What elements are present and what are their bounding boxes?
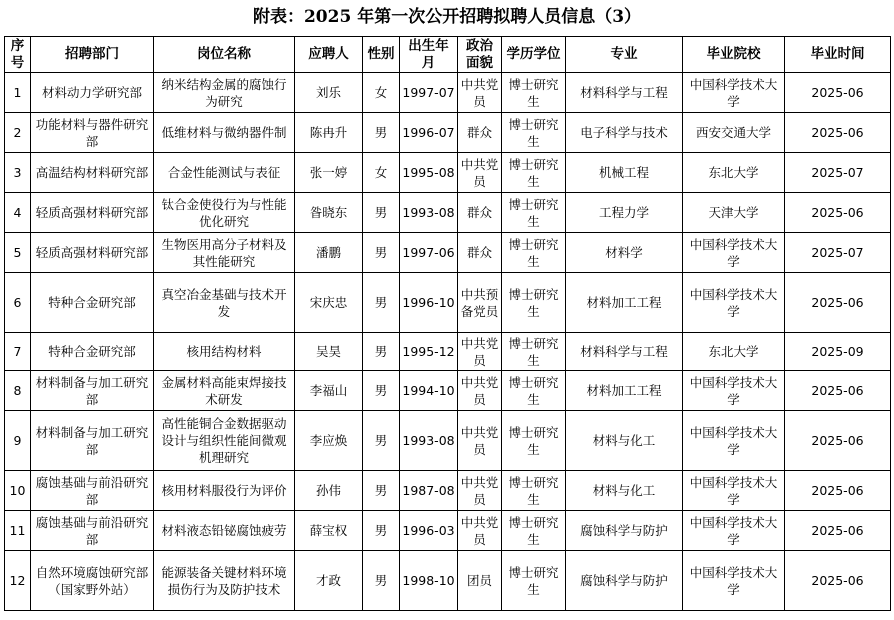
table-cell: 材料加工工程: [566, 273, 683, 333]
table-cell: 核用材料服役行为评价: [154, 471, 295, 511]
table-cell: 合金性能测试与表征: [154, 153, 295, 193]
table-cell: 2025-06: [785, 471, 891, 511]
table-cell: 金属材料高能束焊接技术研发: [154, 371, 295, 411]
table-cell: 男: [363, 113, 400, 153]
table-cell: 特种合金研究部: [31, 333, 154, 371]
page-title: 附表：2025 年第一次公开招聘拟聘人员信息（3）: [252, 7, 642, 27]
table-cell: 张一婷: [295, 153, 363, 193]
table-cell: 博士研究生: [502, 333, 566, 371]
table-cell: 2025-06: [785, 273, 891, 333]
table-cell: 博士研究生: [502, 73, 566, 113]
table-cell: 群众: [458, 233, 502, 273]
table-cell: 8: [5, 371, 31, 411]
header-cell: 岗位名称: [154, 37, 295, 73]
table-cell: 1993-08: [400, 411, 458, 471]
table-cell: 1993-08: [400, 193, 458, 233]
table-cell: 男: [363, 471, 400, 511]
table-cell: 自然环境腐蚀研究部（国家野外站）: [31, 551, 154, 611]
table-cell: 功能材料与器件研究部: [31, 113, 154, 153]
table-cell: 2025-09: [785, 333, 891, 371]
table-cell: 2025-06: [785, 411, 891, 471]
table-cell: 东北大学: [683, 153, 785, 193]
table-cell: 博士研究生: [502, 153, 566, 193]
table-cell: 博士研究生: [502, 471, 566, 511]
table-cell: 轻质高强材料研究部: [31, 193, 154, 233]
table-cell: 材料学: [566, 233, 683, 273]
table-cell: 低维材料与微纳器件制: [154, 113, 295, 153]
table-row: [5, 511, 891, 551]
table-cell: 5: [5, 233, 31, 273]
table-cell: 腐蚀基础与前沿研究部: [31, 511, 154, 551]
table-cell: 材料科学与工程: [566, 73, 683, 113]
table-cell: 2025-06: [785, 193, 891, 233]
header-cell: 性别: [363, 37, 400, 73]
table-row: [5, 551, 891, 611]
table-cell: 1996-07: [400, 113, 458, 153]
table-cell: 吴昊: [295, 333, 363, 371]
table-row: [5, 153, 891, 193]
table-cell: 工程力学: [566, 193, 683, 233]
table-cell: 李应焕: [295, 411, 363, 471]
table-cell: 2025-06: [785, 73, 891, 113]
table-cell: 潘鹏: [295, 233, 363, 273]
table-cell: 中国科学技术大学: [683, 411, 785, 471]
table-cell: 中共党员: [458, 73, 502, 113]
table-cell: 11: [5, 511, 31, 551]
table-cell: 中国科学技术大学: [683, 551, 785, 611]
table-cell: 中共党员: [458, 333, 502, 371]
table-cell: 男: [363, 333, 400, 371]
table-cell: 腐蚀科学与防护: [566, 511, 683, 551]
table-cell: 1996-03: [400, 511, 458, 551]
table-cell: 高性能铜合金数据驱动设计与组织性能间微观机理研究: [154, 411, 295, 471]
table-cell: 1: [5, 73, 31, 113]
table-cell: 高温结构材料研究部: [31, 153, 154, 193]
table-cell: 博士研究生: [502, 233, 566, 273]
table-cell: 轻质高强材料研究部: [31, 233, 154, 273]
header-cell: 应聘人: [295, 37, 363, 73]
table-cell: 材料科学与工程: [566, 333, 683, 371]
table-row: [5, 113, 891, 153]
table-cell: 材料制备与加工研究部: [31, 411, 154, 471]
table-cell: 博士研究生: [502, 511, 566, 551]
table-cell: 腐蚀基础与前沿研究部: [31, 471, 154, 511]
table-cell: 2025-06: [785, 511, 891, 551]
table-cell: 男: [363, 371, 400, 411]
table-cell: 昝晓东: [295, 193, 363, 233]
table-cell: 中国科学技术大学: [683, 273, 785, 333]
table-cell: 博士研究生: [502, 551, 566, 611]
table-cell: 材料与化工: [566, 411, 683, 471]
table-cell: 男: [363, 193, 400, 233]
table-cell: 2025-06: [785, 113, 891, 153]
table-cell: 刘乐: [295, 73, 363, 113]
table-cell: 电子科学与技术: [566, 113, 683, 153]
table-cell: 博士研究生: [502, 371, 566, 411]
table-cell: 李福山: [295, 371, 363, 411]
table-cell: 薛宝权: [295, 511, 363, 551]
table-cell: 1997-07: [400, 73, 458, 113]
header-cell: 政治面貌: [458, 37, 502, 73]
table-cell: 6: [5, 273, 31, 333]
table-cell: 1994-10: [400, 371, 458, 411]
table-cell: 中共党员: [458, 471, 502, 511]
table-cell: 1995-08: [400, 153, 458, 193]
table-cell: 材料制备与加工研究部: [31, 371, 154, 411]
table-cell: 中国科学技术大学: [683, 233, 785, 273]
table-cell: 材料与化工: [566, 471, 683, 511]
table-cell: 中国科学技术大学: [683, 73, 785, 113]
recruitment-table: [4, 36, 891, 611]
table-row: [5, 371, 891, 411]
table-row: [5, 73, 891, 113]
table-cell: 中国科学技术大学: [683, 511, 785, 551]
table-cell: 3: [5, 153, 31, 193]
table-cell: 西安交通大学: [683, 113, 785, 153]
table-cell: 特种合金研究部: [31, 273, 154, 333]
table-row: [5, 471, 891, 511]
table-cell: 中共党员: [458, 153, 502, 193]
header-cell: 学历学位: [502, 37, 566, 73]
table-cell: 中共党员: [458, 371, 502, 411]
table-cell: 中国科学技术大学: [683, 371, 785, 411]
table-cell: 生物医用高分子材料及其性能研究: [154, 233, 295, 273]
table-cell: 1998-10: [400, 551, 458, 611]
table-cell: 2025-06: [785, 371, 891, 411]
table-cell: 博士研究生: [502, 113, 566, 153]
table-cell: 材料液态铅铋腐蚀疲劳: [154, 511, 295, 551]
table-row: [5, 193, 891, 233]
table-cell: 4: [5, 193, 31, 233]
table-cell: 群众: [458, 113, 502, 153]
table-cell: 1987-08: [400, 471, 458, 511]
table-cell: 核用结构材料: [154, 333, 295, 371]
table-row: [5, 333, 891, 371]
table-cell: 9: [5, 411, 31, 471]
table-cell: 团员: [458, 551, 502, 611]
header-row: [5, 37, 891, 73]
header-cell: 出生年月: [400, 37, 458, 73]
table-row: [5, 411, 891, 471]
table-cell: 1995-12: [400, 333, 458, 371]
header-cell: 序号: [5, 37, 31, 73]
table-cell: 孙伟: [295, 471, 363, 511]
table-cell: 男: [363, 551, 400, 611]
table-row: [5, 273, 891, 333]
table-cell: 男: [363, 411, 400, 471]
header-cell: 招聘部门: [31, 37, 154, 73]
table-cell: 2025-07: [785, 233, 891, 273]
table-cell: 材料加工工程: [566, 371, 683, 411]
table-cell: 女: [363, 73, 400, 113]
table-cell: 1997-06: [400, 233, 458, 273]
table-cell: 腐蚀科学与防护: [566, 551, 683, 611]
table-cell: 东北大学: [683, 333, 785, 371]
table-cell: 2025-06: [785, 551, 891, 611]
table-cell: 宋庆忠: [295, 273, 363, 333]
table-cell: 7: [5, 333, 31, 371]
table-cell: 材料动力学研究部: [31, 73, 154, 113]
table-cell: 纳米结构金属的腐蚀行为研究: [154, 73, 295, 113]
table-cell: 中国科学技术大学: [683, 471, 785, 511]
table-cell: 博士研究生: [502, 273, 566, 333]
table-cell: 男: [363, 273, 400, 333]
table-cell: 中共党员: [458, 511, 502, 551]
table-cell: 能源装备关键材料环境损伤行为及防护技术: [154, 551, 295, 611]
table-cell: 机械工程: [566, 153, 683, 193]
table-cell: 男: [363, 233, 400, 273]
table-cell: 2: [5, 113, 31, 153]
header-cell: 专业: [566, 37, 683, 73]
table-cell: 天津大学: [683, 193, 785, 233]
table-cell: 中共党员: [458, 411, 502, 471]
table-cell: 男: [363, 511, 400, 551]
header-cell: 毕业院校: [683, 37, 785, 73]
table-cell: 才政: [295, 551, 363, 611]
table-cell: 钛合金使役行为与性能优化研究: [154, 193, 295, 233]
table-cell: 陈冉升: [295, 113, 363, 153]
table-cell: 真空冶金基础与技术开发: [154, 273, 295, 333]
table-cell: 博士研究生: [502, 193, 566, 233]
table-cell: 10: [5, 471, 31, 511]
table-cell: 中共预备党员: [458, 273, 502, 333]
table-cell: 12: [5, 551, 31, 611]
table-cell: 2025-07: [785, 153, 891, 193]
header-cell: 毕业时间: [785, 37, 891, 73]
table-cell: 博士研究生: [502, 411, 566, 471]
table-cell: 1996-10: [400, 273, 458, 333]
table-cell: 女: [363, 153, 400, 193]
table-row: [5, 233, 891, 273]
table-cell: 群众: [458, 193, 502, 233]
